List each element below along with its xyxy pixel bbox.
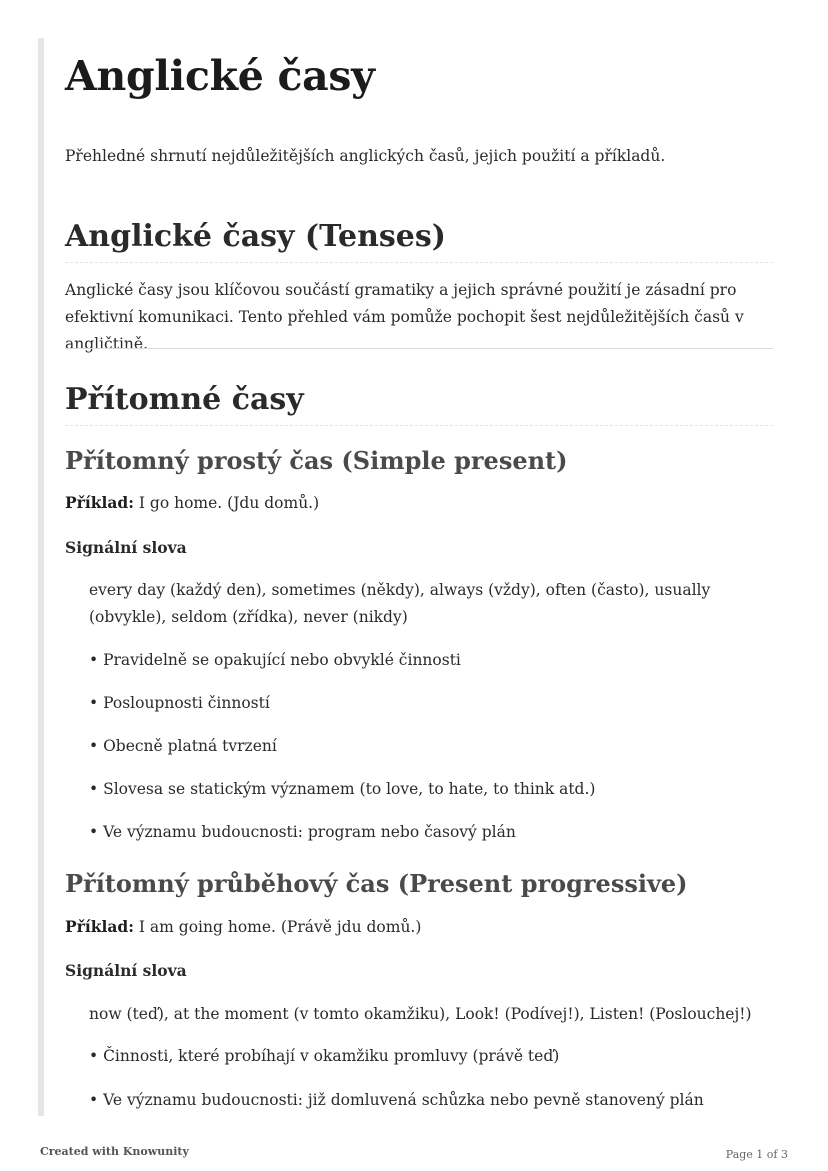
- list-item: • Pravidelně se opakující nebo obvyklé činnosti: [89, 651, 461, 669]
- list-item: • Ve významu budoucnosti: program nebo časový plán: [89, 823, 516, 841]
- signal-words-label: Signální slova: [65, 961, 187, 980]
- subheading-present-progressive: Přítomný průběhový čas (Present progressive): [65, 869, 688, 898]
- horizontal-divider: [65, 348, 773, 349]
- section-paragraph: Anglické časy jsou klíčovou součástí gramatiky a jejich správné použití je zásadní pro efektivní komunikaci. Tento přehled vám pomůže pochopit šest nejdůležitějších časů v angličtině.: [65, 281, 744, 353]
- list-item: • Posloupnosti činností: [89, 694, 270, 712]
- side-accent-bar: [38, 38, 44, 1116]
- example-line: [65, 917, 421, 936]
- example-text: I go home. (Jdu domů.): [133, 494, 320, 512]
- section-heading-tenses: Anglické časy (Tenses): [65, 219, 773, 263]
- page-title: Anglické časy: [65, 52, 375, 100]
- section-heading-present: Přítomné časy: [65, 382, 773, 426]
- list-item: • Činnosti, které probíhají v okamžiku promluvy (právě teď): [89, 1047, 560, 1065]
- example-line: [65, 493, 319, 512]
- subheading-simple-present: Přítomný prostý čas (Simple present): [65, 446, 568, 475]
- intro-text: Přehledné shrnutí nejdůležitějších anglických časů, jejich použití a příkladů.: [65, 147, 666, 165]
- example-text: I am going home. (Právě jdu domů.): [133, 918, 422, 936]
- example-label: Příklad:: [65, 493, 134, 512]
- list-item: • Obecně platná tvrzení: [89, 737, 277, 755]
- page-number: Page 1 of 3: [725, 1148, 788, 1161]
- footer-brand: Created with Knowunity: [40, 1145, 189, 1158]
- signal-words-label: Signální slova: [65, 538, 187, 557]
- list-item: • Ve významu budoucnosti: již domluvená schůzka nebo pevně stanovený plán: [89, 1091, 704, 1109]
- signal-words-text: now (teď), at the moment (v tomto okamžiku), Look! (Podívej!), Listen! (Poslouchej!): [89, 1005, 752, 1023]
- signal-words-text: every day (každý den), sometimes (někdy), always (vždy), often (často), usually (obvykle), seldom (zřídka), never (nikdy): [89, 581, 711, 626]
- example-label: Příklad:: [65, 917, 134, 936]
- list-item: • Slovesa se statickým významem (to love, to hate, to think atd.): [89, 780, 596, 798]
